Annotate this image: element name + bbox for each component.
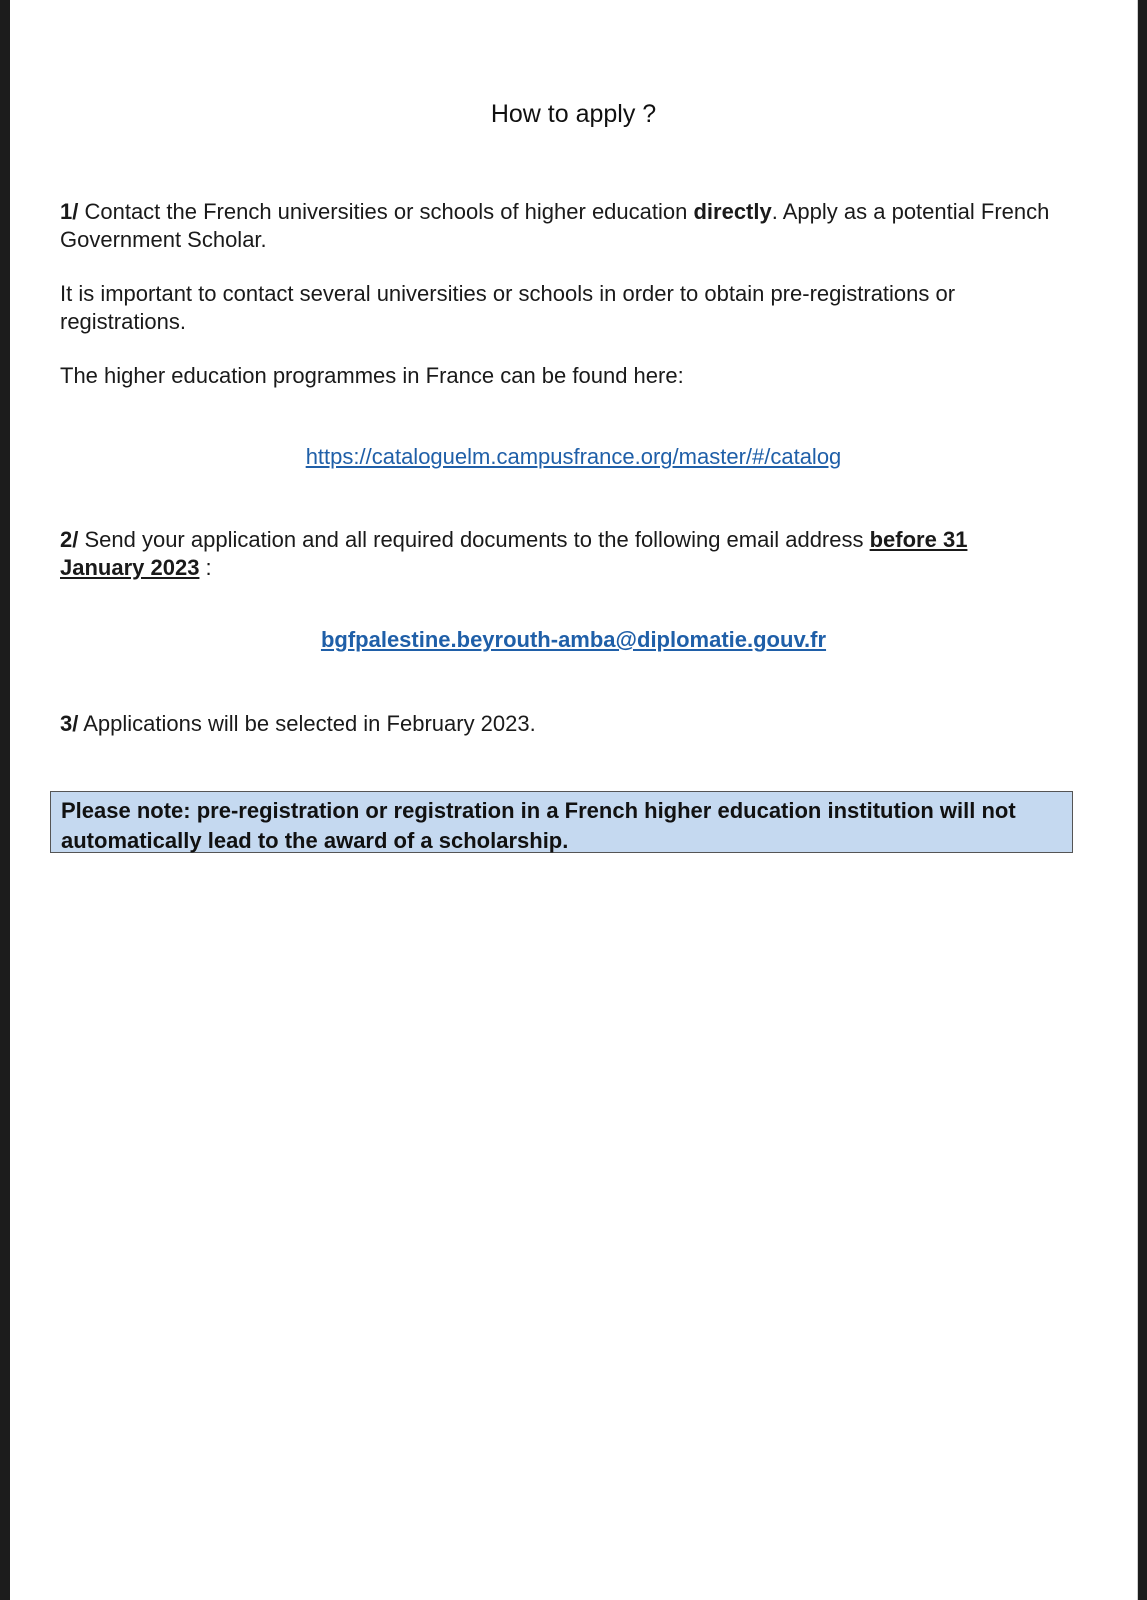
step-2-text-before: Send your application and all required documents to the following email address xyxy=(78,527,870,552)
catalog-link[interactable]: https://cataloguelm.campusfrance.org/master/#/catalog xyxy=(305,444,842,469)
important-paragraph: It is important to contact several universities or schools in order to obtain pre-registrations or registrations. xyxy=(60,281,956,334)
document-page xyxy=(10,0,1137,1600)
step-1-text-after: . Apply as a potential French Government Scholar. xyxy=(60,199,1050,252)
step-1-text-before: Contact the French universities or schools of higher education xyxy=(78,199,694,224)
step-1-emphasis: directly xyxy=(693,199,772,224)
step-3-number: 3/ xyxy=(60,711,79,736)
email-link[interactable]: bgfpalestine.beyrouth-amba@diplomatie.gouv.fr xyxy=(320,627,827,652)
step-3-text: Applications will be selected in February 2023. xyxy=(78,711,536,736)
step-2-text-after: : xyxy=(199,555,212,580)
page-title: How to apply ? xyxy=(490,100,657,128)
step-2-deadline: before 31 January 2023 xyxy=(60,527,968,580)
step-2-number: 2/ xyxy=(60,527,79,552)
step-3-paragraph xyxy=(60,710,1050,738)
step-1-number: 1/ xyxy=(60,199,79,224)
note-box: Please note: pre-registration or registration in a French higher education institution will not automatically lead to the award of a scholarship. xyxy=(50,791,1073,853)
step-1-paragraph xyxy=(60,198,1050,254)
step-2-paragraph xyxy=(60,526,1050,582)
programmes-paragraph: The higher education programmes in France can be found here: xyxy=(60,363,684,388)
